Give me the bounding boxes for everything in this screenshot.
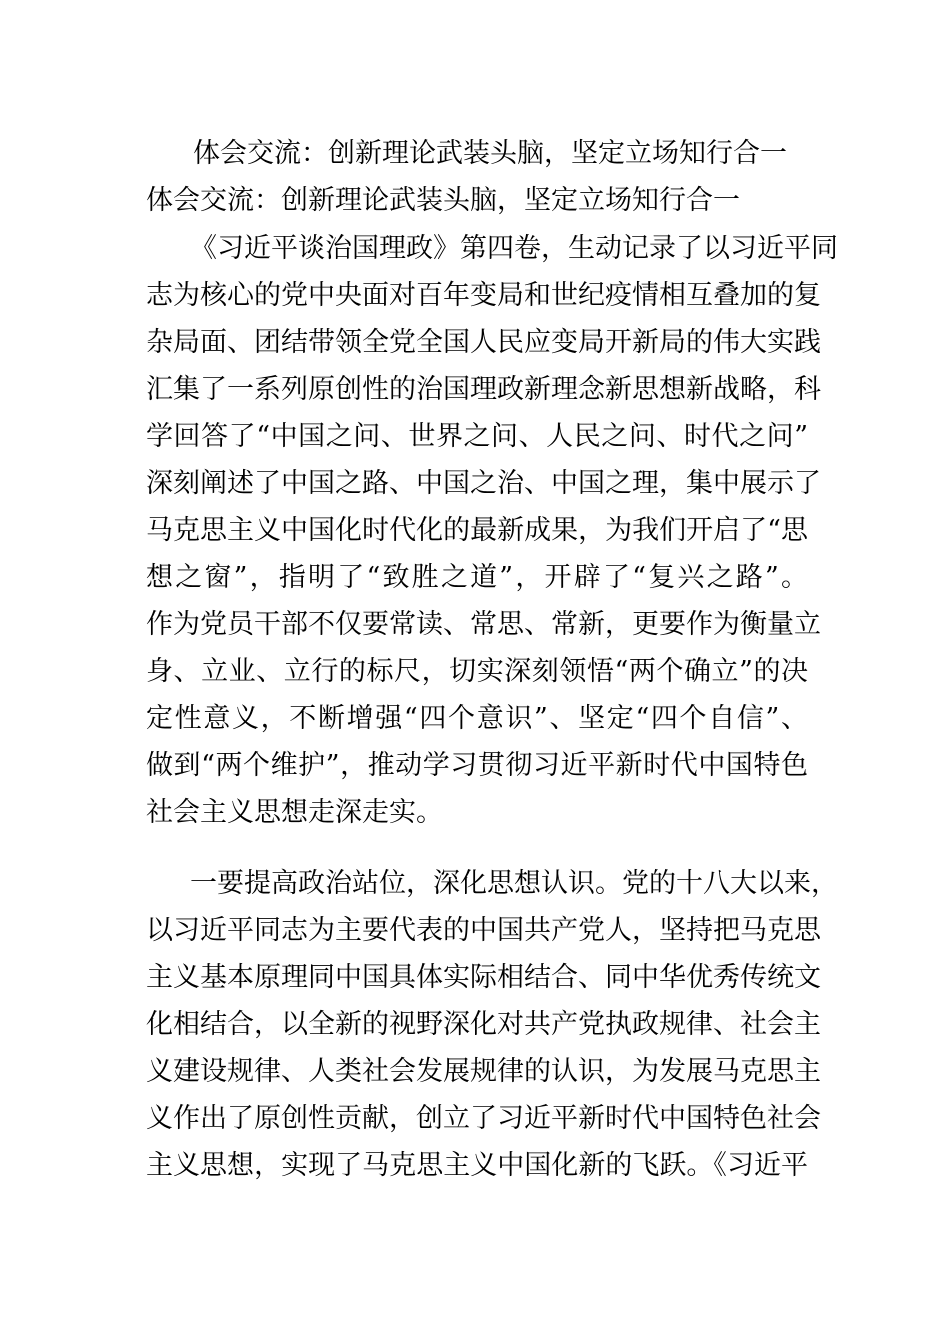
paragraph-1 <box>146 225 838 836</box>
text-line: 身、立业、立行的标尺，切实深刻领悟“两个确立”的决 <box>146 656 808 687</box>
text-line: 以习近平同志为主要代表的中国共产党人，坚持把马克思 <box>146 915 821 946</box>
text-line: 一要提高政治站位，深化思想认识。党的十八大以来， <box>190 868 838 899</box>
text-line: 义建设规律、人类社会发展规律的认识，为发展马克思主 <box>146 1056 821 1087</box>
text-line: 志为核心的党中央面对百年变局和世纪疫情相互叠加的复 <box>146 280 821 311</box>
text-line: 义作出了原创性贡献，创立了习近平新时代中国特色社会 <box>146 1103 821 1134</box>
document-title: 体会交流：创新理论武装头脑，坚定立场知行合一 <box>193 138 787 169</box>
text-line: 做到“两个维护”，推动学习贯彻习近平新时代中国特色 <box>146 750 808 781</box>
text-line: 化相结合，以全新的视野深化对共产党执政规律、社会主 <box>146 1009 821 1040</box>
text-line: 汇集了一系列原创性的治国理政新理念新思想新战略，科 <box>146 374 821 405</box>
text-line: 主义基本原理同中国具体实际相结合、同中华优秀传统文 <box>146 962 821 993</box>
text-line: 作为党员干部不仅要常读、常思、常新，更要作为衡量立 <box>146 609 821 640</box>
text-line: 学回答了“中国之问、世界之问、人民之问、时代之问” <box>146 421 808 452</box>
text-line: 主义思想，实现了马克思主义中国化新的飞跃。《习近平 <box>146 1150 808 1181</box>
text-line: 深刻阐述了中国之路、中国之治、中国之理，集中展示了 <box>146 468 821 499</box>
document-subtitle: 体会交流：创新理论武装头脑，坚定立场知行合一 <box>146 185 740 216</box>
text-line: 定性意义，不断增强“四个意识”、坚定“四个自信”、 <box>146 703 808 734</box>
paragraph-2 <box>146 860 838 1189</box>
text-line: 想之窗”，指明了“致胜之道”，开辟了“复兴之路”。 <box>146 562 808 593</box>
text-line: 杂局面、团结带领全党全国人民应变局开新局的伟大实践 <box>146 327 821 358</box>
text-line: 马克思主义中国化时代化的最新成果，为我们开启了“思 <box>146 515 808 546</box>
text-line: 社会主义思想走深走实。 <box>146 797 443 828</box>
text-line: 《习近平谈治国理政》第四卷，生动记录了以习近平同 <box>190 233 838 264</box>
